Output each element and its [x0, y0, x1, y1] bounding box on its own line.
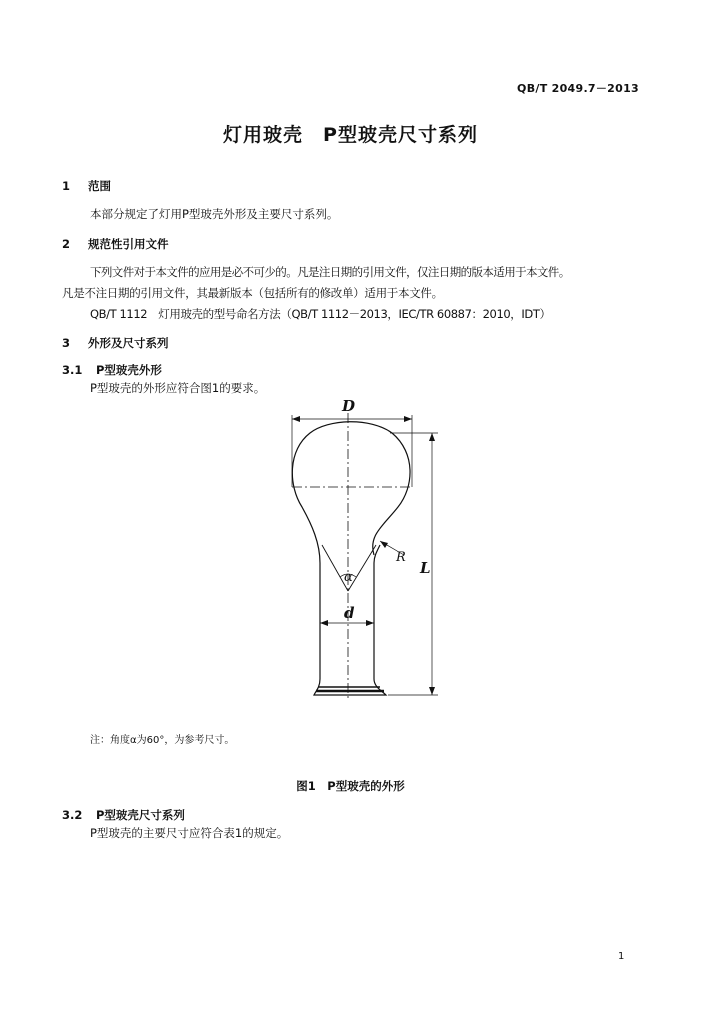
label-L: L	[420, 559, 431, 577]
section-2-text-line-1: 下列文件对于本文件的应用是必不可少的。凡是注日期的引用文件，仅注日期的版本适用于本文件。	[90, 265, 570, 279]
normative-reference: QB/T 1112 灯用玻壳的型号命名方法（QB/T 1112－2013，IEC/TR 60887：2010，IDT）	[90, 307, 551, 321]
section-3-1-heading	[62, 362, 162, 378]
section-heading-text: P型玻壳尺寸系列	[96, 808, 185, 822]
section-heading-text: P型玻壳外形	[96, 363, 162, 377]
section-number: 1	[62, 179, 71, 193]
section-number: 3.1	[62, 363, 83, 377]
section-3-heading	[62, 335, 169, 351]
figure-caption: 图1 P型玻壳的外形	[296, 779, 405, 793]
section-number: 2	[62, 237, 71, 251]
section-3-2-text: P型玻壳的主要尺寸应符合表1的规定。	[90, 826, 289, 840]
p-bulb-figure	[280, 395, 450, 705]
bulb-outline-right-neck	[374, 545, 380, 679]
p-bulb-drawing	[280, 395, 450, 705]
section-heading-text: 范围	[88, 179, 111, 193]
document-title: 灯用玻壳 P型玻壳尺寸系列	[223, 124, 478, 146]
section-number: 3	[62, 336, 71, 350]
section-1-heading	[62, 178, 111, 194]
section-2-heading	[62, 236, 169, 252]
standard-code: QB/T 2049.7－2013	[517, 82, 639, 95]
figure-note: 注：角度α为60°，为参考尺寸。	[90, 735, 235, 746]
section-heading-text: 外形及尺寸系列	[88, 336, 169, 350]
section-3-1-text: P型玻壳的外形应符合图1的要求。	[90, 381, 266, 395]
label-D: D	[342, 397, 356, 415]
section-1-text: 本部分规定了灯用P型玻壳外形及主要尺寸系列。	[90, 207, 339, 221]
page-number: 1	[618, 951, 625, 962]
label-alpha: α	[344, 570, 353, 585]
section-number: 3.2	[62, 808, 83, 822]
label-R: R	[396, 550, 406, 565]
section-2-text-line-2: 凡是不注日期的引用文件，其最新版本（包括所有的修改单）适用于本文件。	[62, 286, 443, 300]
bulb-outline	[292, 422, 410, 679]
label-d: d	[344, 604, 355, 622]
section-heading-text: 规范性引用文件	[88, 237, 169, 251]
section-3-2-heading	[62, 807, 185, 823]
